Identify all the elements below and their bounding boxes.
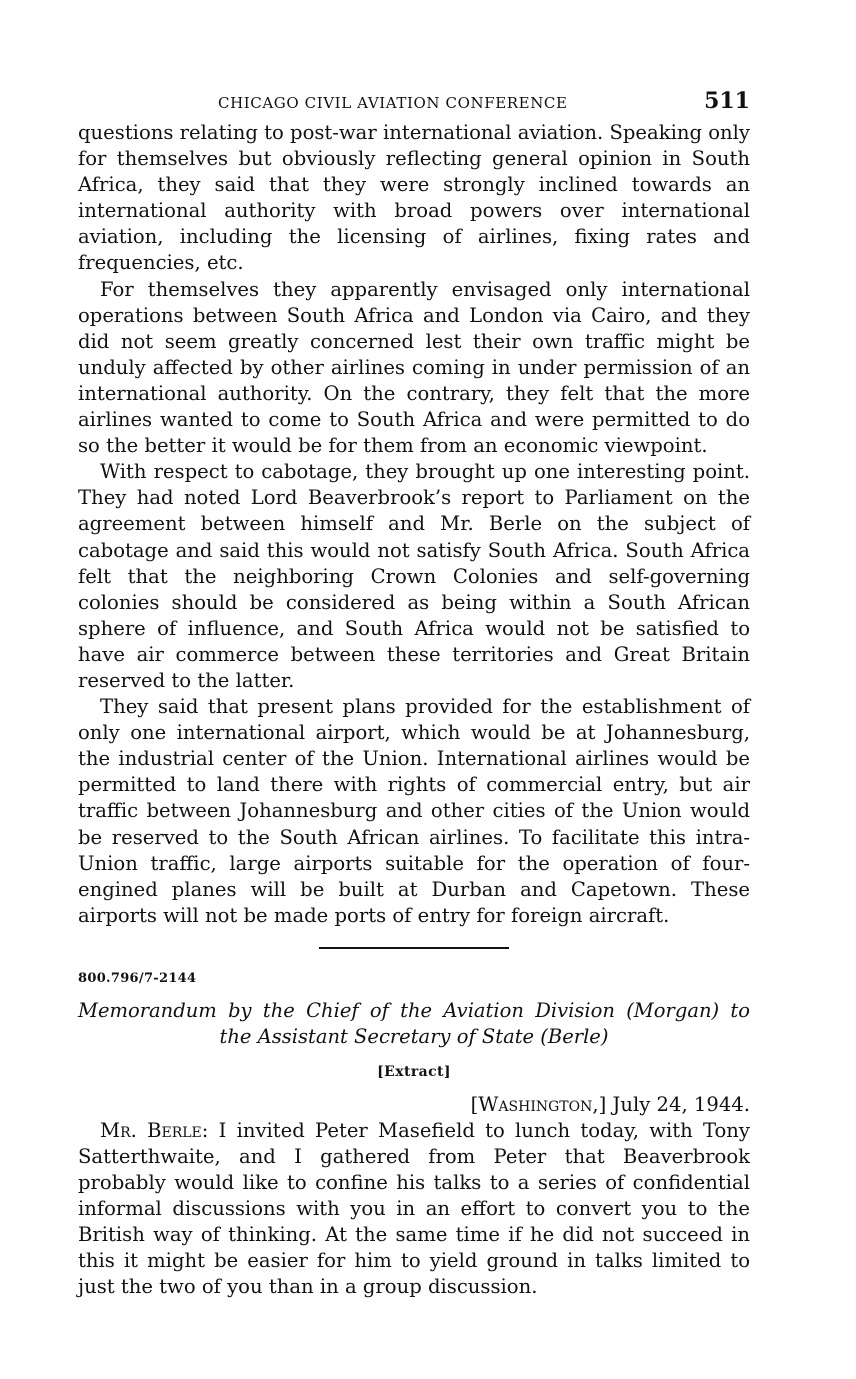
paragraph-airports: They said that present plans provided for the establishment of only one international airport, which would be at Johannesburg, the industrial center of the Union. International airlines would be permitted to land there with rights of commercial entry, but air traffic between Johannesburg and other cities of the Union would be reserved to the South African airlines. To facilitate this intra-Union traffic, large airports suitable for the operation of four-engined planes will be built at Durban and Capetown. These airports will not be made ports of entry for foreign aircraft. (78, 695, 750, 927)
section-divider (319, 947, 509, 949)
memo-body (78, 1118, 750, 1301)
memo-title (78, 998, 750, 1050)
memo-title-line-2: the Assistant Secretary of State (Berle) (219, 1024, 609, 1048)
paragraph-continued: questions relating to post-war international aviation. Speaking only for themselves but obviously reflecting general opinion in South Africa, they said that they were strongly inclined towards an international authority with broad powers over international aviation, including the licensing of airlines, fixing rates and frequencies, etc. (78, 121, 750, 275)
memo-title-line-1: Memorandum by the Chief of the Aviation Division (Morgan) to (78, 998, 750, 1022)
memo-salutation: Mr. Berle: (100, 1118, 209, 1142)
paragraph-cabotage: With respect to cabotage, they brought up one interesting point. They had noted Lord Beaverbrook’s report to Parliament on the agreement between himself and Mr. Berle on the subject of cabotage and said this would not satisfy South Africa. South Africa felt that the neighboring Crown Colonies and self-governing colonies should be considered as being within a South African sphere of influence, and South Africa would not be satisfied to have air commerce between these territories and Great Britain reserved to the latter. (78, 460, 750, 692)
page-number: 511 (704, 88, 750, 114)
document-page (78, 88, 750, 1301)
file-number: 800.796/7-2144 (78, 970, 197, 986)
running-title: CHICAGO CIVIL AVIATION CONFERENCE (218, 94, 568, 112)
extract-label: [Extract] (377, 1063, 451, 1080)
dateline (78, 1092, 750, 1118)
running-header (78, 88, 750, 120)
dateline-place: [Washington,] (470, 1092, 607, 1116)
paragraph-operations: For themselves they apparently envisaged only international operations between South Africa and London via Cairo, and they did not seem greatly concerned lest their own traffic might be unduly affected by other airlines coming in under permission of an international authority. On the contrary, they felt that the more airlines wanted to come to South Africa and were permitted to do so the better it would be for them from an economic viewpoint. (78, 277, 750, 458)
dateline-date: July 24, 1944. (606, 1092, 750, 1116)
memo-body-text: I invited Peter Masefield to lunch today, with Tony Satterthwaite, and I gathered from Peter that Beaverbrook probably would like to confine his talks to a series of confidential informal discussions with you in an effort to convert you to the British way of thinking. At the same time if he did not succeed in this it might be easier for him to yield ground in talks limited to just the two of you than in a group discussion. (78, 1118, 750, 1299)
